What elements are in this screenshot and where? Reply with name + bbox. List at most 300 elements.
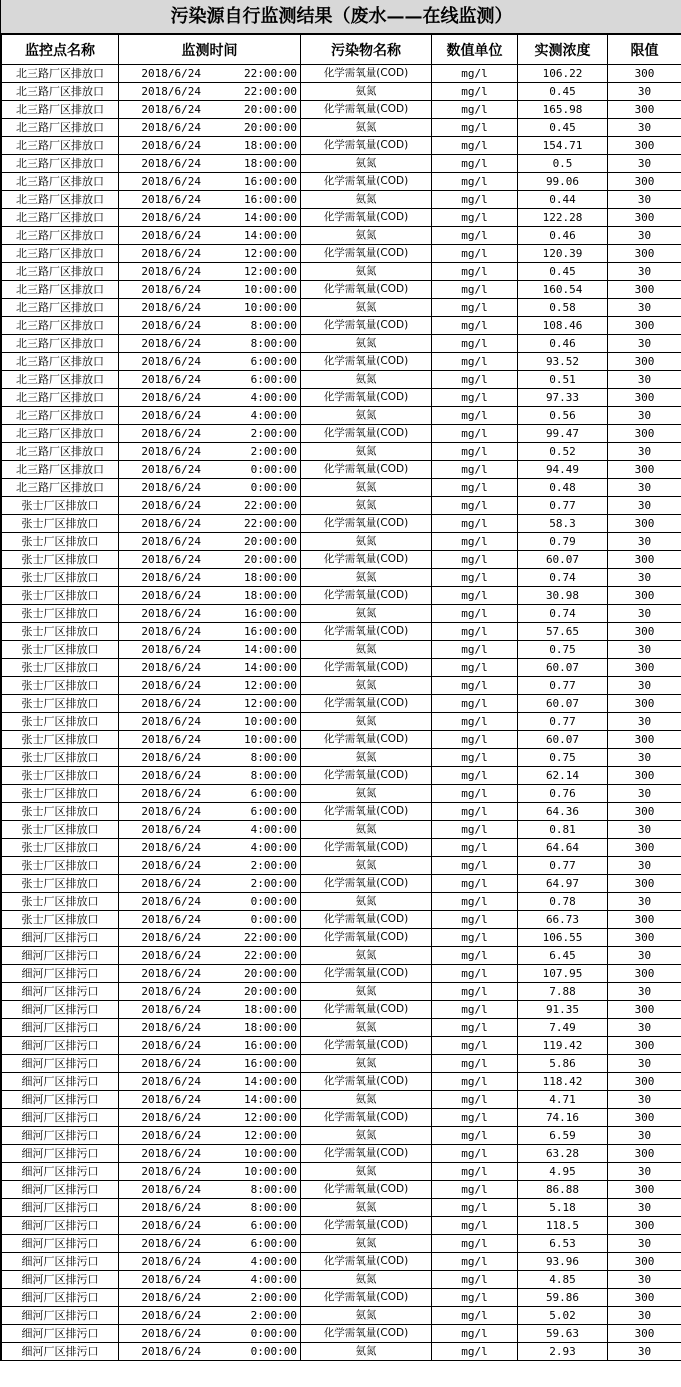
cell-limit: 300 bbox=[608, 425, 681, 443]
cell-date: 2018/6/24 bbox=[141, 85, 201, 98]
cell-clock: 16:00:00 bbox=[244, 607, 297, 620]
cell-pollutant: 化学需氧量(COD) bbox=[301, 425, 432, 443]
cell-clock: 4:00:00 bbox=[250, 409, 297, 422]
cell-limit: 300 bbox=[608, 767, 681, 785]
cell-unit: mg/l bbox=[432, 623, 518, 641]
cell-limit: 30 bbox=[608, 641, 681, 659]
cell-date: 2018/6/24 bbox=[141, 211, 201, 224]
cell-time bbox=[119, 929, 301, 947]
cell-clock: 22:00:00 bbox=[244, 85, 297, 98]
cell-unit: mg/l bbox=[432, 371, 518, 389]
cell-limit: 300 bbox=[608, 1073, 681, 1091]
cell-concentration: 119.42 bbox=[518, 1037, 608, 1055]
cell-date: 2018/6/24 bbox=[141, 535, 201, 548]
cell-pollutant: 化学需氧量(COD) bbox=[301, 1217, 432, 1235]
table-row bbox=[2, 695, 681, 713]
cell-pollutant: 化学需氧量(COD) bbox=[301, 173, 432, 191]
cell-unit: mg/l bbox=[432, 821, 518, 839]
cell-date: 2018/6/24 bbox=[141, 1075, 201, 1088]
cell-unit: mg/l bbox=[432, 1145, 518, 1163]
cell-site: 张士厂区排放口 bbox=[2, 803, 119, 821]
cell-concentration: 4.71 bbox=[518, 1091, 608, 1109]
cell-date: 2018/6/24 bbox=[141, 823, 201, 836]
cell-time bbox=[119, 1055, 301, 1073]
cell-pollutant: 氨氮 bbox=[301, 713, 432, 731]
cell-time bbox=[119, 641, 301, 659]
cell-concentration: 118.5 bbox=[518, 1217, 608, 1235]
cell-date: 2018/6/24 bbox=[141, 409, 201, 422]
table-row bbox=[2, 731, 681, 749]
cell-time bbox=[119, 389, 301, 407]
sheet-title: 污染源自行监测结果（废水——在线监测） bbox=[1, 0, 681, 34]
cell-site: 张士厂区排放口 bbox=[2, 623, 119, 641]
table-row bbox=[2, 479, 681, 497]
cell-unit: mg/l bbox=[432, 713, 518, 731]
cell-date: 2018/6/24 bbox=[141, 67, 201, 80]
cell-unit: mg/l bbox=[432, 245, 518, 263]
cell-unit: mg/l bbox=[432, 515, 518, 533]
cell-time bbox=[119, 551, 301, 569]
cell-pollutant: 氨氮 bbox=[301, 821, 432, 839]
cell-clock: 10:00:00 bbox=[244, 301, 297, 314]
cell-site: 北三路厂区排放口 bbox=[2, 137, 119, 155]
cell-concentration: 6.59 bbox=[518, 1127, 608, 1145]
table-row bbox=[2, 155, 681, 173]
cell-site: 细河厂区排污口 bbox=[2, 1289, 119, 1307]
cell-unit: mg/l bbox=[432, 803, 518, 821]
cell-pollutant: 氨氮 bbox=[301, 605, 432, 623]
cell-pollutant: 化学需氧量(COD) bbox=[301, 767, 432, 785]
cell-pollutant: 化学需氧量(COD) bbox=[301, 1109, 432, 1127]
cell-site: 张士厂区排放口 bbox=[2, 749, 119, 767]
cell-limit: 30 bbox=[608, 191, 681, 209]
cell-concentration: 7.49 bbox=[518, 1019, 608, 1037]
cell-pollutant: 氨氮 bbox=[301, 785, 432, 803]
table-row bbox=[2, 371, 681, 389]
cell-limit: 30 bbox=[608, 263, 681, 281]
cell-unit: mg/l bbox=[432, 947, 518, 965]
cell-pollutant: 化学需氧量(COD) bbox=[301, 875, 432, 893]
table-row bbox=[2, 911, 681, 929]
cell-limit: 300 bbox=[608, 875, 681, 893]
cell-limit: 30 bbox=[608, 479, 681, 497]
col-header-concentration: 实测浓度 bbox=[518, 35, 608, 65]
cell-clock: 14:00:00 bbox=[244, 1093, 297, 1106]
cell-date: 2018/6/24 bbox=[141, 985, 201, 998]
table-header bbox=[2, 35, 681, 65]
table-row bbox=[2, 551, 681, 569]
cell-limit: 30 bbox=[608, 407, 681, 425]
cell-date: 2018/6/24 bbox=[141, 751, 201, 764]
cell-concentration: 0.75 bbox=[518, 641, 608, 659]
cell-clock: 4:00:00 bbox=[250, 391, 297, 404]
cell-limit: 30 bbox=[608, 299, 681, 317]
cell-limit: 300 bbox=[608, 803, 681, 821]
cell-date: 2018/6/24 bbox=[141, 589, 201, 602]
cell-pollutant: 氨氮 bbox=[301, 119, 432, 137]
cell-concentration: 0.51 bbox=[518, 371, 608, 389]
cell-clock: 18:00:00 bbox=[244, 157, 297, 170]
cell-site: 细河厂区排污口 bbox=[2, 1253, 119, 1271]
cell-unit: mg/l bbox=[432, 1181, 518, 1199]
cell-pollutant: 氨氮 bbox=[301, 443, 432, 461]
table-row bbox=[2, 317, 681, 335]
cell-clock: 2:00:00 bbox=[250, 1309, 297, 1322]
cell-concentration: 86.88 bbox=[518, 1181, 608, 1199]
cell-unit: mg/l bbox=[432, 317, 518, 335]
cell-date: 2018/6/24 bbox=[141, 103, 201, 116]
cell-time bbox=[119, 227, 301, 245]
cell-clock: 2:00:00 bbox=[250, 445, 297, 458]
cell-date: 2018/6/24 bbox=[141, 139, 201, 152]
cell-unit: mg/l bbox=[432, 461, 518, 479]
cell-site: 细河厂区排污口 bbox=[2, 1055, 119, 1073]
cell-date: 2018/6/24 bbox=[141, 949, 201, 962]
table-row bbox=[2, 101, 681, 119]
cell-pollutant: 氨氮 bbox=[301, 569, 432, 587]
table-row bbox=[2, 191, 681, 209]
table-row bbox=[2, 461, 681, 479]
cell-clock: 18:00:00 bbox=[244, 571, 297, 584]
cell-date: 2018/6/24 bbox=[141, 1147, 201, 1160]
cell-limit: 300 bbox=[608, 1001, 681, 1019]
table-row bbox=[2, 785, 681, 803]
cell-pollutant: 氨氮 bbox=[301, 227, 432, 245]
cell-unit: mg/l bbox=[432, 263, 518, 281]
cell-pollutant: 氨氮 bbox=[301, 263, 432, 281]
cell-limit: 30 bbox=[608, 785, 681, 803]
cell-concentration: 66.73 bbox=[518, 911, 608, 929]
cell-site: 细河厂区排污口 bbox=[2, 965, 119, 983]
cell-site: 北三路厂区排放口 bbox=[2, 191, 119, 209]
cell-unit: mg/l bbox=[432, 1001, 518, 1019]
table-row bbox=[2, 1073, 681, 1091]
cell-pollutant: 化学需氧量(COD) bbox=[301, 965, 432, 983]
cell-pollutant: 氨氮 bbox=[301, 1199, 432, 1217]
cell-concentration: 64.36 bbox=[518, 803, 608, 821]
cell-site: 细河厂区排污口 bbox=[2, 1181, 119, 1199]
cell-concentration: 0.46 bbox=[518, 227, 608, 245]
cell-site: 张士厂区排放口 bbox=[2, 713, 119, 731]
cell-limit: 30 bbox=[608, 713, 681, 731]
cell-time bbox=[119, 911, 301, 929]
table-row bbox=[2, 1289, 681, 1307]
cell-clock: 4:00:00 bbox=[250, 1255, 297, 1268]
cell-date: 2018/6/24 bbox=[141, 733, 201, 746]
cell-clock: 20:00:00 bbox=[244, 553, 297, 566]
table-row bbox=[2, 623, 681, 641]
cell-limit: 300 bbox=[608, 317, 681, 335]
cell-pollutant: 氨氮 bbox=[301, 479, 432, 497]
cell-limit: 30 bbox=[608, 497, 681, 515]
cell-date: 2018/6/24 bbox=[141, 265, 201, 278]
cell-site: 细河厂区排污口 bbox=[2, 1109, 119, 1127]
cell-unit: mg/l bbox=[432, 1253, 518, 1271]
cell-pollutant: 氨氮 bbox=[301, 299, 432, 317]
cell-concentration: 63.28 bbox=[518, 1145, 608, 1163]
cell-time bbox=[119, 803, 301, 821]
cell-concentration: 60.07 bbox=[518, 551, 608, 569]
cell-time bbox=[119, 695, 301, 713]
cell-concentration: 4.85 bbox=[518, 1271, 608, 1289]
cell-clock: 12:00:00 bbox=[244, 265, 297, 278]
cell-site: 北三路厂区排放口 bbox=[2, 389, 119, 407]
cell-clock: 22:00:00 bbox=[244, 67, 297, 80]
cell-clock: 14:00:00 bbox=[244, 211, 297, 224]
cell-clock: 16:00:00 bbox=[244, 1039, 297, 1052]
cell-pollutant: 化学需氧量(COD) bbox=[301, 461, 432, 479]
cell-date: 2018/6/24 bbox=[141, 1219, 201, 1232]
cell-clock: 0:00:00 bbox=[250, 1345, 297, 1358]
cell-date: 2018/6/24 bbox=[141, 193, 201, 206]
cell-clock: 20:00:00 bbox=[244, 967, 297, 980]
cell-clock: 18:00:00 bbox=[244, 1003, 297, 1016]
cell-unit: mg/l bbox=[432, 1019, 518, 1037]
cell-time bbox=[119, 1037, 301, 1055]
cell-unit: mg/l bbox=[432, 101, 518, 119]
table-row bbox=[2, 1127, 681, 1145]
table-row bbox=[2, 1091, 681, 1109]
cell-limit: 30 bbox=[608, 335, 681, 353]
cell-site: 北三路厂区排放口 bbox=[2, 209, 119, 227]
table-row bbox=[2, 1307, 681, 1325]
cell-clock: 10:00:00 bbox=[244, 283, 297, 296]
cell-site: 北三路厂区排放口 bbox=[2, 101, 119, 119]
cell-time bbox=[119, 155, 301, 173]
cell-concentration: 0.45 bbox=[518, 263, 608, 281]
cell-time bbox=[119, 1019, 301, 1037]
cell-limit: 300 bbox=[608, 461, 681, 479]
cell-date: 2018/6/24 bbox=[141, 769, 201, 782]
table-row bbox=[2, 425, 681, 443]
cell-unit: mg/l bbox=[432, 983, 518, 1001]
cell-site: 北三路厂区排放口 bbox=[2, 299, 119, 317]
table-row bbox=[2, 1109, 681, 1127]
cell-unit: mg/l bbox=[432, 1127, 518, 1145]
cell-pollutant: 氨氮 bbox=[301, 1307, 432, 1325]
cell-pollutant: 氨氮 bbox=[301, 749, 432, 767]
cell-limit: 30 bbox=[608, 1055, 681, 1073]
cell-limit: 30 bbox=[608, 605, 681, 623]
cell-unit: mg/l bbox=[432, 1343, 518, 1361]
cell-pollutant: 氨氮 bbox=[301, 1091, 432, 1109]
cell-date: 2018/6/24 bbox=[141, 859, 201, 872]
cell-date: 2018/6/24 bbox=[141, 427, 201, 440]
cell-pollutant: 氨氮 bbox=[301, 677, 432, 695]
cell-pollutant: 化学需氧量(COD) bbox=[301, 1253, 432, 1271]
cell-site: 张士厂区排放口 bbox=[2, 677, 119, 695]
cell-unit: mg/l bbox=[432, 965, 518, 983]
cell-time bbox=[119, 1235, 301, 1253]
cell-clock: 6:00:00 bbox=[250, 1237, 297, 1250]
cell-site: 细河厂区排污口 bbox=[2, 1217, 119, 1235]
cell-concentration: 5.02 bbox=[518, 1307, 608, 1325]
cell-site: 北三路厂区排放口 bbox=[2, 281, 119, 299]
cell-pollutant: 化学需氧量(COD) bbox=[301, 731, 432, 749]
cell-concentration: 106.55 bbox=[518, 929, 608, 947]
cell-concentration: 0.77 bbox=[518, 857, 608, 875]
cell-unit: mg/l bbox=[432, 1037, 518, 1055]
cell-pollutant: 化学需氧量(COD) bbox=[301, 209, 432, 227]
cell-pollutant: 化学需氧量(COD) bbox=[301, 1289, 432, 1307]
cell-concentration: 0.78 bbox=[518, 893, 608, 911]
cell-clock: 16:00:00 bbox=[244, 625, 297, 638]
cell-date: 2018/6/24 bbox=[141, 895, 201, 908]
cell-pollutant: 化学需氧量(COD) bbox=[301, 245, 432, 263]
cell-site: 张士厂区排放口 bbox=[2, 695, 119, 713]
col-header-unit: 数值单位 bbox=[432, 35, 518, 65]
cell-date: 2018/6/24 bbox=[141, 391, 201, 404]
cell-concentration: 0.81 bbox=[518, 821, 608, 839]
cell-concentration: 99.47 bbox=[518, 425, 608, 443]
cell-clock: 10:00:00 bbox=[244, 715, 297, 728]
cell-concentration: 0.58 bbox=[518, 299, 608, 317]
cell-date: 2018/6/24 bbox=[141, 607, 201, 620]
cell-site: 张士厂区排放口 bbox=[2, 533, 119, 551]
cell-clock: 6:00:00 bbox=[250, 787, 297, 800]
cell-limit: 30 bbox=[608, 371, 681, 389]
cell-time bbox=[119, 1127, 301, 1145]
cell-limit: 300 bbox=[608, 1037, 681, 1055]
cell-time bbox=[119, 83, 301, 101]
table-row bbox=[2, 137, 681, 155]
cell-site: 北三路厂区排放口 bbox=[2, 83, 119, 101]
cell-time bbox=[119, 1343, 301, 1361]
cell-limit: 300 bbox=[608, 659, 681, 677]
table-row bbox=[2, 947, 681, 965]
cell-limit: 300 bbox=[608, 209, 681, 227]
cell-concentration: 118.42 bbox=[518, 1073, 608, 1091]
cell-clock: 8:00:00 bbox=[250, 1201, 297, 1214]
cell-unit: mg/l bbox=[432, 839, 518, 857]
cell-pollutant: 氨氮 bbox=[301, 497, 432, 515]
cell-unit: mg/l bbox=[432, 533, 518, 551]
cell-concentration: 94.49 bbox=[518, 461, 608, 479]
table-row bbox=[2, 749, 681, 767]
table-row bbox=[2, 281, 681, 299]
cell-unit: mg/l bbox=[432, 425, 518, 443]
cell-limit: 30 bbox=[608, 1235, 681, 1253]
cell-date: 2018/6/24 bbox=[141, 481, 201, 494]
cell-time bbox=[119, 209, 301, 227]
cell-date: 2018/6/24 bbox=[141, 913, 201, 926]
cell-pollutant: 化学需氧量(COD) bbox=[301, 1181, 432, 1199]
cell-site: 北三路厂区排放口 bbox=[2, 353, 119, 371]
cell-unit: mg/l bbox=[432, 209, 518, 227]
cell-time bbox=[119, 1289, 301, 1307]
cell-concentration: 0.45 bbox=[518, 83, 608, 101]
cell-concentration: 0.46 bbox=[518, 335, 608, 353]
cell-date: 2018/6/24 bbox=[141, 877, 201, 890]
cell-pollutant: 氨氮 bbox=[301, 893, 432, 911]
cell-unit: mg/l bbox=[432, 299, 518, 317]
cell-pollutant: 化学需氧量(COD) bbox=[301, 1001, 432, 1019]
cell-site: 张士厂区排放口 bbox=[2, 497, 119, 515]
cell-concentration: 108.46 bbox=[518, 317, 608, 335]
table-row bbox=[2, 641, 681, 659]
cell-clock: 0:00:00 bbox=[250, 1327, 297, 1340]
cell-time bbox=[119, 263, 301, 281]
cell-date: 2018/6/24 bbox=[141, 247, 201, 260]
cell-pollutant: 化学需氧量(COD) bbox=[301, 911, 432, 929]
cell-pollutant: 化学需氧量(COD) bbox=[301, 101, 432, 119]
cell-pollutant: 化学需氧量(COD) bbox=[301, 137, 432, 155]
cell-unit: mg/l bbox=[432, 731, 518, 749]
cell-date: 2018/6/24 bbox=[141, 1291, 201, 1304]
cell-concentration: 0.45 bbox=[518, 119, 608, 137]
cell-limit: 30 bbox=[608, 1199, 681, 1217]
cell-site: 张士厂区排放口 bbox=[2, 587, 119, 605]
cell-time bbox=[119, 713, 301, 731]
cell-concentration: 0.74 bbox=[518, 605, 608, 623]
cell-unit: mg/l bbox=[432, 65, 518, 83]
cell-clock: 22:00:00 bbox=[244, 517, 297, 530]
cell-date: 2018/6/24 bbox=[141, 355, 201, 368]
cell-concentration: 93.52 bbox=[518, 353, 608, 371]
cell-time bbox=[119, 947, 301, 965]
cell-date: 2018/6/24 bbox=[141, 643, 201, 656]
cell-limit: 30 bbox=[608, 821, 681, 839]
cell-limit: 30 bbox=[608, 1127, 681, 1145]
table-row bbox=[2, 1019, 681, 1037]
cell-concentration: 0.77 bbox=[518, 497, 608, 515]
cell-unit: mg/l bbox=[432, 641, 518, 659]
cell-concentration: 59.86 bbox=[518, 1289, 608, 1307]
cell-site: 北三路厂区排放口 bbox=[2, 371, 119, 389]
cell-unit: mg/l bbox=[432, 677, 518, 695]
table-row bbox=[2, 1343, 681, 1361]
table-row bbox=[2, 443, 681, 461]
cell-site: 张士厂区排放口 bbox=[2, 641, 119, 659]
cell-pollutant: 氨氮 bbox=[301, 335, 432, 353]
cell-time bbox=[119, 335, 301, 353]
cell-unit: mg/l bbox=[432, 1163, 518, 1181]
cell-concentration: 0.77 bbox=[518, 713, 608, 731]
cell-date: 2018/6/24 bbox=[141, 571, 201, 584]
cell-site: 北三路厂区排放口 bbox=[2, 407, 119, 425]
cell-limit: 30 bbox=[608, 857, 681, 875]
cell-time bbox=[119, 443, 301, 461]
cell-unit: mg/l bbox=[432, 389, 518, 407]
cell-unit: mg/l bbox=[432, 785, 518, 803]
cell-site: 北三路厂区排放口 bbox=[2, 425, 119, 443]
cell-limit: 30 bbox=[608, 569, 681, 587]
cell-site: 张士厂区排放口 bbox=[2, 893, 119, 911]
table-body bbox=[2, 65, 681, 1361]
cell-concentration: 0.44 bbox=[518, 191, 608, 209]
cell-pollutant: 化学需氧量(COD) bbox=[301, 317, 432, 335]
cell-site: 细河厂区排污口 bbox=[2, 1019, 119, 1037]
cell-date: 2018/6/24 bbox=[141, 1111, 201, 1124]
cell-site: 细河厂区排污口 bbox=[2, 1199, 119, 1217]
cell-site: 细河厂区排污口 bbox=[2, 1235, 119, 1253]
cell-time bbox=[119, 479, 301, 497]
cell-site: 细河厂区排污口 bbox=[2, 929, 119, 947]
cell-clock: 22:00:00 bbox=[244, 949, 297, 962]
table-row bbox=[2, 1181, 681, 1199]
cell-unit: mg/l bbox=[432, 1307, 518, 1325]
table-row bbox=[2, 407, 681, 425]
cell-concentration: 60.07 bbox=[518, 695, 608, 713]
table-row bbox=[2, 1235, 681, 1253]
table-row bbox=[2, 605, 681, 623]
cell-site: 细河厂区排污口 bbox=[2, 1163, 119, 1181]
table-row bbox=[2, 1055, 681, 1073]
cell-clock: 6:00:00 bbox=[250, 373, 297, 386]
cell-pollutant: 化学需氧量(COD) bbox=[301, 1325, 432, 1343]
cell-site: 北三路厂区排放口 bbox=[2, 227, 119, 245]
cell-limit: 30 bbox=[608, 1163, 681, 1181]
